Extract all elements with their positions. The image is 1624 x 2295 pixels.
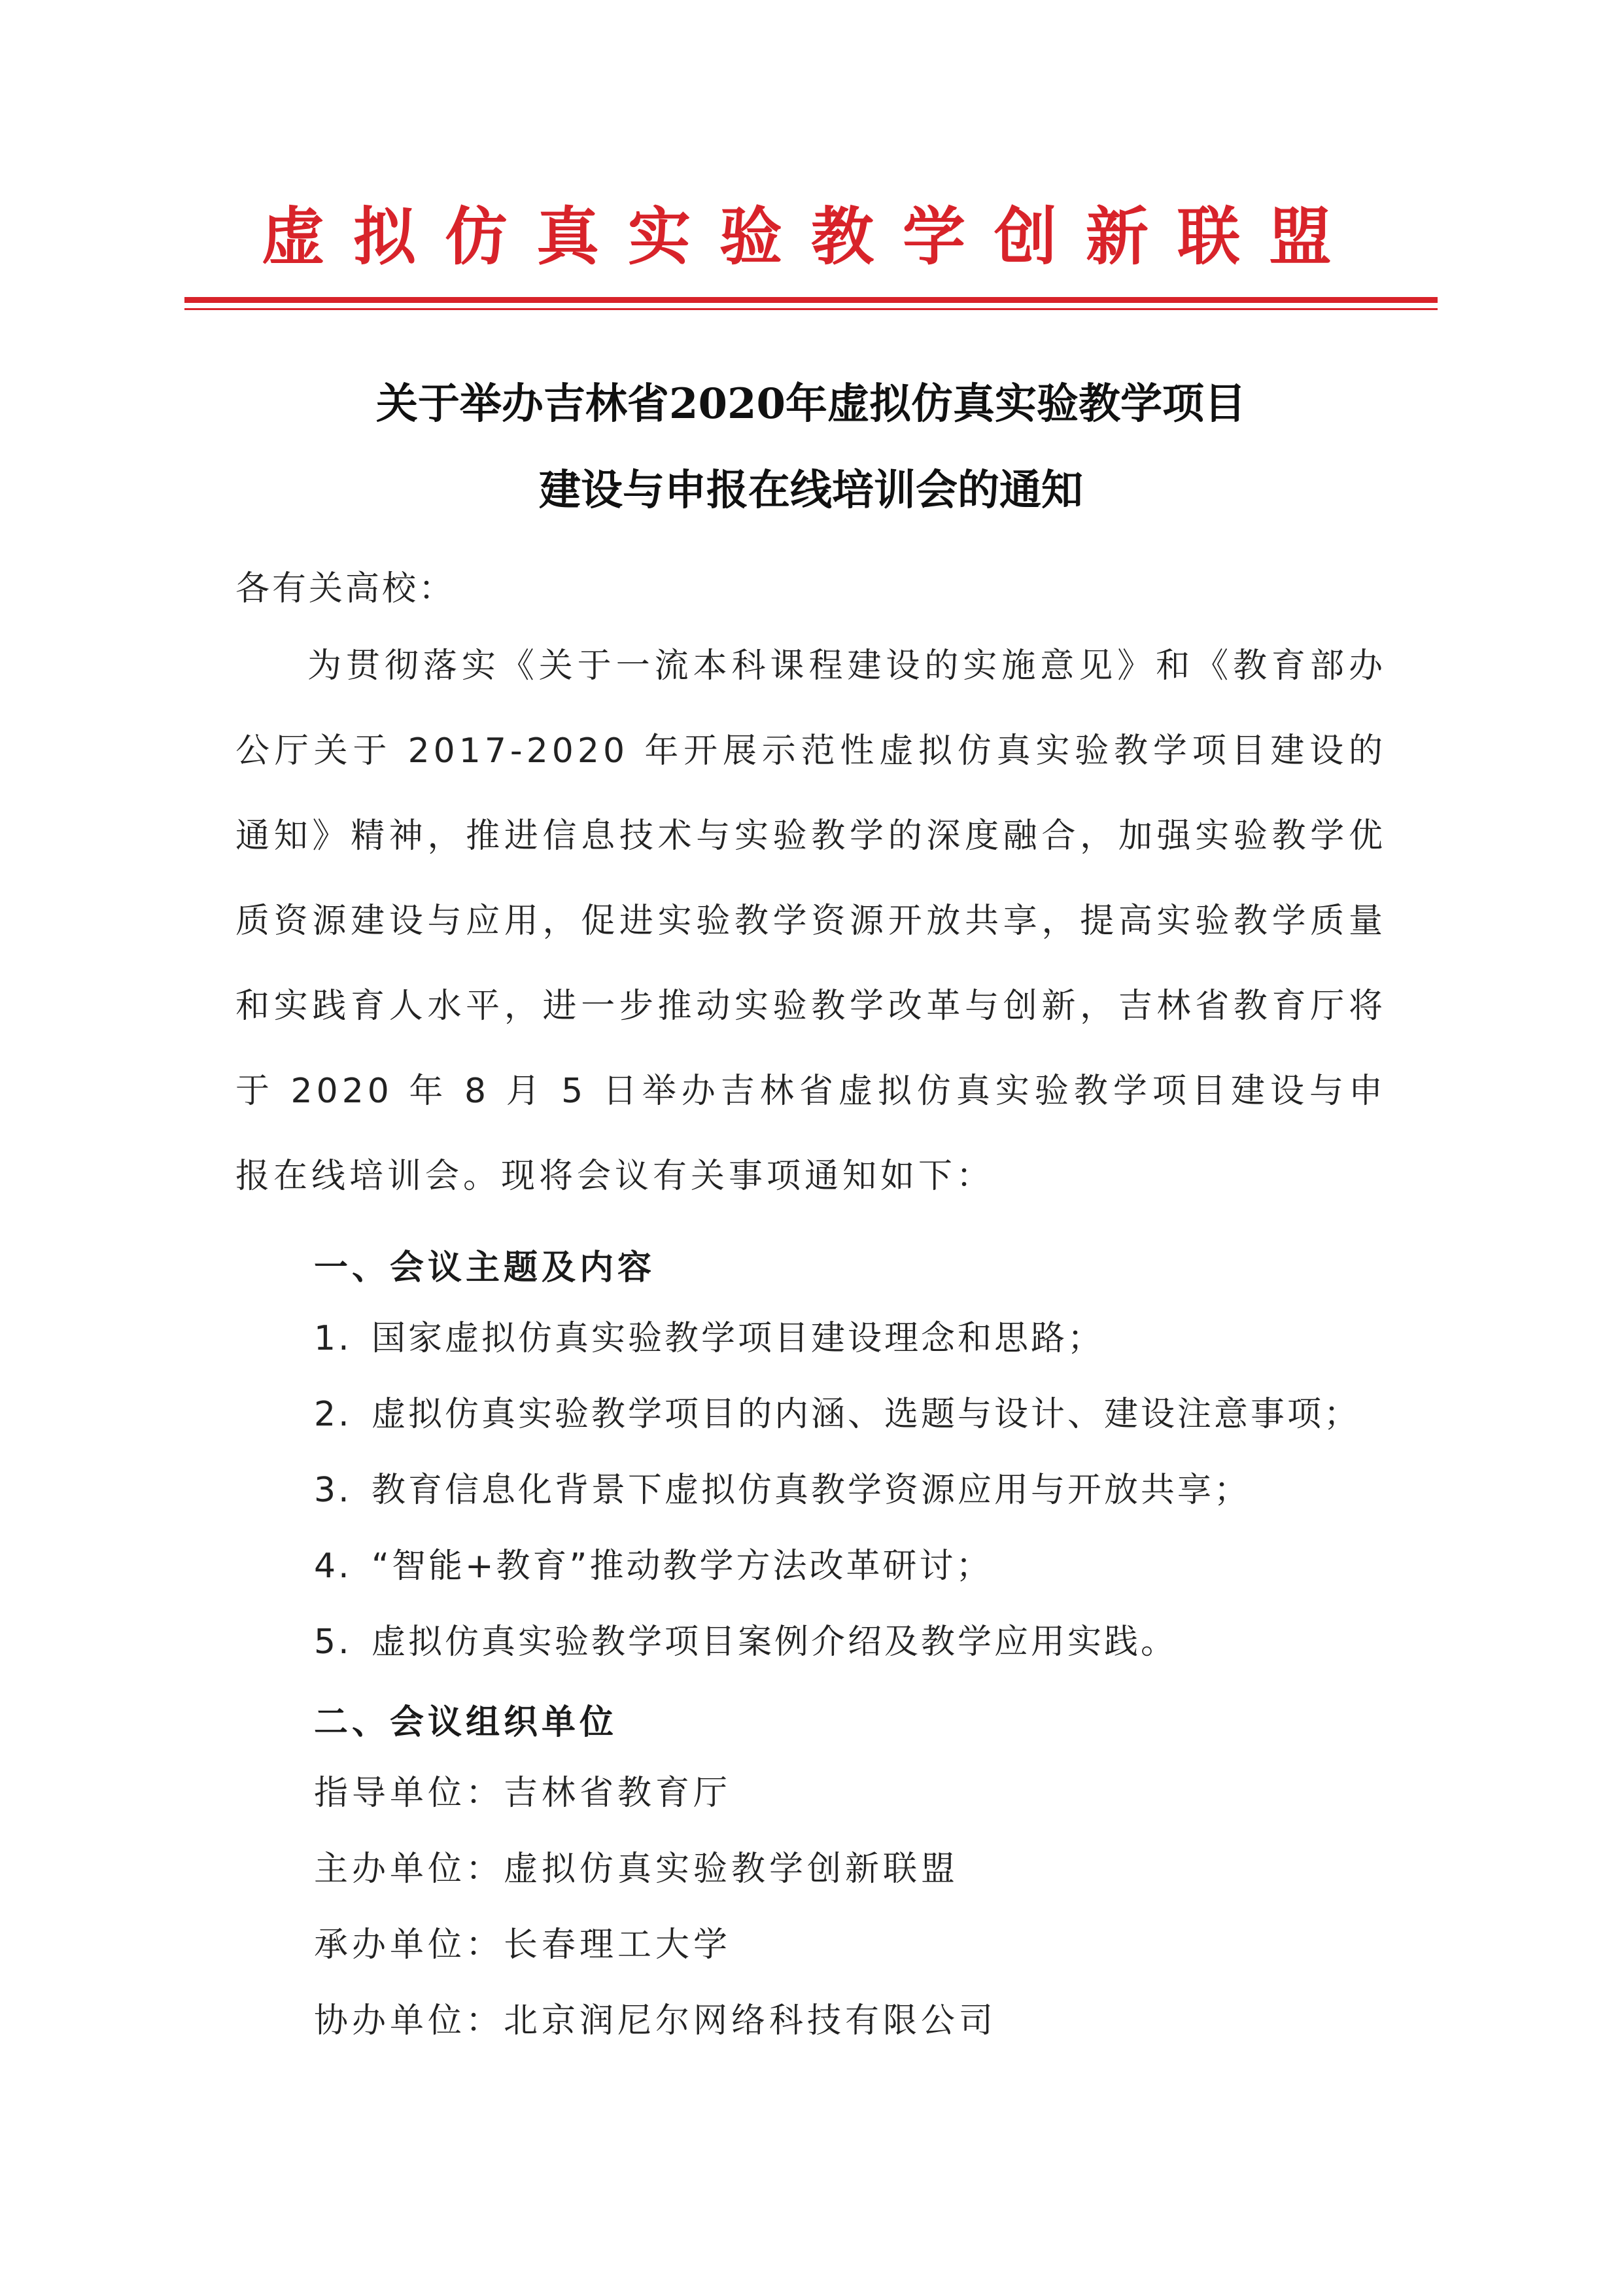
list-item bbox=[314, 1376, 1400, 1452]
organizer-value: 长春理工大学 bbox=[504, 1925, 732, 1965]
organizer-row-guidance bbox=[314, 1755, 1400, 1831]
topic-list bbox=[314, 1301, 1400, 1680]
list-item-text: 国家虚拟仿真实验教学项目建设理念和思路； bbox=[371, 1319, 1105, 1358]
organizer-label: 承办单位： bbox=[314, 1925, 504, 1965]
letterhead-rule-thin bbox=[184, 308, 1438, 310]
list-item bbox=[314, 1452, 1400, 1528]
organizer-label: 指导单位： bbox=[314, 1774, 504, 1813]
list-item-text: “智能+教育”推动教学方法改革研讨； bbox=[371, 1547, 993, 1586]
list-item-number: 1. bbox=[314, 1319, 352, 1358]
list-item-number: 5. bbox=[314, 1622, 352, 1662]
list-item bbox=[314, 1528, 1400, 1604]
list-item-number: 2. bbox=[314, 1395, 352, 1434]
list-item-text: 虚拟仿真实验教学项目的内涵、选题与设计、建设注意事项； bbox=[371, 1395, 1361, 1434]
letterhead-rule-thick bbox=[184, 297, 1438, 303]
intro-paragraph: 为贯彻落实《关于一流本科课程建设的实施意见》和《教育部办公厅关于 2017-2020 年开展示范性虚拟仿真实验教学项目建设的通知》精神，推进信息技术与实验教学的深度融合，加强实验教学优质资源建设与应用，促进实验教学资源开放共享，提高实验教学质量和实践育人水平，进一步推动实验教学改革与创新，吉林省教育厅将于 2020 年 8 月 5 日举办吉林省虚拟仿真实验教学项目建设与申报在线培训会。现将会议有关事项通知如下： bbox=[235, 646, 1387, 1196]
list-item-text: 教育信息化背景下虚拟仿真教学资源应用与开放共享； bbox=[371, 1471, 1251, 1510]
list-item-number: 3. bbox=[314, 1471, 352, 1510]
section-heading-topics: 一、会议主题及内容 bbox=[314, 1248, 656, 1288]
organizer-value: 北京润尼尔网络科技有限公司 bbox=[504, 2001, 997, 2041]
organizer-row-host bbox=[314, 1831, 1400, 1907]
document-title-line-2: 建设与申报在线培训会的通知 bbox=[539, 466, 1083, 515]
section-heading-organizers: 二、会议组织单位 bbox=[314, 1703, 618, 1742]
organizer-label: 协办单位： bbox=[314, 2001, 504, 2041]
letterhead bbox=[183, 184, 1439, 289]
salutation: 各有关高校： bbox=[235, 569, 456, 608]
organizer-value: 吉林省教育厅 bbox=[504, 1774, 732, 1813]
list-item bbox=[314, 1301, 1400, 1376]
list-item-number: 4. bbox=[314, 1547, 352, 1586]
list-item bbox=[314, 1604, 1400, 1680]
document-title-line-1: 关于举办吉林省2020年虚拟仿真实验教学项目 bbox=[375, 379, 1247, 429]
letterhead-title: 虚拟仿真实验教学创新联盟 bbox=[262, 200, 1360, 273]
list-item-text: 虚拟仿真实验教学项目案例介绍及教学应用实践。 bbox=[371, 1622, 1178, 1662]
organizer-list bbox=[314, 1755, 1400, 2059]
organizer-row-undertaker bbox=[314, 1907, 1400, 1983]
organizer-label: 主办单位： bbox=[314, 1849, 504, 1889]
organizer-value: 虚拟仿真实验教学创新联盟 bbox=[504, 1849, 959, 1889]
organizer-row-co-organizer bbox=[314, 1983, 1400, 2059]
